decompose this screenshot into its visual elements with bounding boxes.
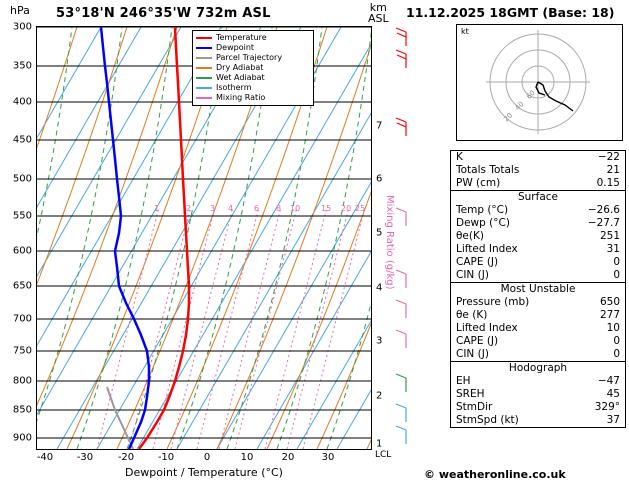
stat-value: 0 bbox=[613, 256, 620, 268]
pressure-tick: 900 bbox=[12, 432, 32, 444]
x-axis-title: Dewpoint / Temperature (°C) bbox=[125, 466, 283, 479]
stat-value: 329° bbox=[594, 401, 620, 413]
stat-value: 0 bbox=[613, 335, 620, 347]
pressure-tick: 350 bbox=[12, 60, 32, 72]
legend-item bbox=[196, 53, 310, 63]
stat-row bbox=[451, 335, 625, 348]
stat-row bbox=[451, 230, 625, 243]
stat-value: 650 bbox=[599, 296, 620, 308]
stat-label: EH bbox=[456, 375, 471, 387]
legend-swatch bbox=[196, 37, 212, 39]
pressure-tick: 850 bbox=[12, 404, 32, 416]
svg-text:60: 60 bbox=[524, 88, 537, 101]
pressure-tick: 450 bbox=[12, 134, 32, 146]
svg-text:25: 25 bbox=[355, 204, 366, 213]
legend-item bbox=[196, 43, 310, 53]
stat-row bbox=[451, 375, 625, 388]
model-run-title: 11.12.2025 18GMT (Base: 18) bbox=[406, 5, 615, 20]
legend-label: Isotherm bbox=[216, 83, 252, 92]
stat-row bbox=[451, 388, 625, 401]
stat-label: Totals Totals bbox=[456, 164, 520, 176]
most-unstable-section-header: Most Unstable bbox=[451, 282, 625, 296]
stat-label: Lifted Index bbox=[456, 243, 518, 255]
stat-row bbox=[451, 217, 625, 230]
stat-value: −26.6 bbox=[587, 204, 620, 216]
km-tick: 3 bbox=[376, 335, 383, 347]
km-axis-label-line1: km bbox=[369, 1, 387, 14]
pressure-tick: 800 bbox=[12, 375, 32, 387]
pressure-tick: 500 bbox=[12, 173, 32, 185]
hodograph-section-header: Hodograph bbox=[451, 361, 625, 375]
svg-text:20: 20 bbox=[502, 111, 515, 124]
temp-tick: 20 bbox=[281, 452, 295, 463]
legend-item bbox=[196, 73, 310, 83]
pressure-tick: 400 bbox=[12, 96, 32, 108]
svg-text:1: 1 bbox=[154, 204, 160, 213]
station-title: 53°18'N 246°35'W 732m ASL bbox=[56, 6, 271, 21]
mixing-ratio-axis-label: Mixing Ratio (g/kg) bbox=[384, 195, 395, 290]
km-axis-label-line2: ASL bbox=[368, 12, 389, 25]
stat-value: −27.7 bbox=[587, 217, 620, 229]
legend-label: Parcel Trajectory bbox=[216, 53, 283, 62]
legend-swatch bbox=[196, 97, 212, 99]
temperature-line bbox=[139, 27, 192, 449]
stat-value: 0.15 bbox=[596, 177, 620, 189]
km-tick: 4 bbox=[376, 282, 383, 294]
stat-label: CIN (J) bbox=[456, 269, 489, 281]
svg-text:15: 15 bbox=[321, 204, 332, 213]
stat-label: Dewp (°C) bbox=[456, 217, 510, 229]
stat-row bbox=[451, 296, 625, 309]
svg-text:2: 2 bbox=[186, 204, 192, 213]
stat-value: 0 bbox=[613, 269, 620, 281]
pressure-tick: 300 bbox=[12, 21, 32, 33]
stat-label: K bbox=[456, 151, 463, 163]
temp-tick: 30 bbox=[321, 452, 335, 463]
svg-text:6: 6 bbox=[254, 204, 260, 213]
km-tick: 2 bbox=[376, 390, 383, 402]
hodograph-unit-label: kt bbox=[461, 27, 469, 36]
sounding-stats-table bbox=[450, 150, 626, 428]
pressure-tick: 550 bbox=[12, 210, 32, 222]
info-panel bbox=[402, 0, 629, 486]
stat-value: −22 bbox=[597, 151, 620, 163]
legend-label: Mixing Ratio bbox=[216, 93, 266, 102]
temp-tick: 0 bbox=[203, 452, 211, 463]
temp-tick: -20 bbox=[117, 452, 135, 463]
svg-text:10: 10 bbox=[290, 204, 301, 213]
stat-label: θe (K) bbox=[456, 309, 488, 321]
surface-section-header: Surface bbox=[451, 190, 625, 204]
pressure-tick: 600 bbox=[12, 245, 32, 257]
pressure-tick: 650 bbox=[12, 280, 32, 292]
stat-row bbox=[451, 243, 625, 256]
copyright-credit: © weatheronline.co.uk bbox=[424, 468, 566, 481]
svg-text:3: 3 bbox=[210, 204, 216, 213]
lcl-label: LCL bbox=[375, 450, 392, 460]
stat-label: SREH bbox=[456, 388, 485, 400]
stat-row bbox=[451, 309, 625, 322]
stat-value: −47 bbox=[597, 375, 620, 387]
stat-row bbox=[451, 322, 625, 335]
legend-swatch bbox=[196, 77, 212, 79]
legend-swatch bbox=[196, 47, 212, 49]
km-tick: 1 bbox=[376, 438, 383, 450]
stat-row bbox=[451, 256, 625, 269]
km-tick: 5 bbox=[376, 227, 383, 239]
stat-label: StmDir bbox=[456, 401, 493, 413]
stat-row bbox=[451, 151, 625, 164]
stat-value: 251 bbox=[599, 230, 620, 242]
stat-label: StmSpd (kt) bbox=[456, 414, 519, 426]
legend-label: Wet Adiabat bbox=[216, 73, 265, 82]
stat-value: 277 bbox=[599, 309, 620, 321]
stat-value: 37 bbox=[606, 414, 620, 426]
temp-tick: -30 bbox=[76, 452, 94, 463]
svg-text:20: 20 bbox=[341, 204, 352, 213]
legend-item bbox=[196, 33, 310, 43]
pressure-tick: 750 bbox=[12, 345, 32, 357]
stat-row bbox=[451, 177, 625, 190]
pressure-unit-label: hPa bbox=[10, 4, 30, 17]
stat-label: Temp (°C) bbox=[456, 204, 509, 216]
hodograph-svg bbox=[457, 25, 620, 138]
stat-row bbox=[451, 401, 625, 414]
parcel-trajectory-line bbox=[107, 387, 133, 449]
stat-value: 21 bbox=[606, 164, 620, 176]
stat-label: Lifted Index bbox=[456, 322, 518, 334]
legend-swatch bbox=[196, 67, 212, 69]
temp-tick: 10 bbox=[240, 452, 254, 463]
legend-label: Temperature bbox=[216, 33, 267, 42]
pressure-tick: 700 bbox=[12, 313, 32, 325]
temp-tick: -40 bbox=[36, 452, 54, 463]
svg-text:40: 40 bbox=[513, 100, 526, 113]
dewpoint-line bbox=[101, 27, 149, 449]
stat-label: θe(K) bbox=[456, 230, 484, 242]
stat-value: 10 bbox=[606, 322, 620, 334]
legend-label: Dewpoint bbox=[216, 43, 255, 52]
chart-legend bbox=[192, 30, 314, 106]
stat-row bbox=[451, 269, 625, 282]
stat-row bbox=[451, 204, 625, 217]
stat-value: 45 bbox=[606, 388, 620, 400]
legend-label: Dry Adiabat bbox=[216, 63, 264, 72]
legend-swatch bbox=[196, 87, 212, 89]
km-tick: 6 bbox=[376, 173, 383, 185]
temp-tick: -10 bbox=[157, 452, 175, 463]
km-tick: 7 bbox=[376, 120, 383, 132]
svg-text:8: 8 bbox=[276, 204, 282, 213]
stat-value: 31 bbox=[606, 243, 620, 255]
km-axis-label bbox=[368, 2, 389, 24]
stat-row bbox=[451, 164, 625, 177]
hodograph-trace bbox=[538, 82, 573, 111]
legend-item bbox=[196, 93, 310, 103]
stat-row bbox=[451, 348, 625, 361]
legend-swatch bbox=[196, 57, 212, 59]
stat-label: CAPE (J) bbox=[456, 256, 499, 268]
stat-label: CIN (J) bbox=[456, 348, 489, 360]
stat-label: Pressure (mb) bbox=[456, 296, 530, 308]
legend-item bbox=[196, 83, 310, 93]
stat-label: CAPE (J) bbox=[456, 335, 499, 347]
legend-item bbox=[196, 63, 310, 73]
stat-label: PW (cm) bbox=[456, 177, 501, 189]
hodograph-plot bbox=[456, 24, 623, 141]
stat-value: 0 bbox=[613, 348, 620, 360]
svg-text:4: 4 bbox=[228, 204, 234, 213]
stat-row bbox=[451, 414, 625, 427]
